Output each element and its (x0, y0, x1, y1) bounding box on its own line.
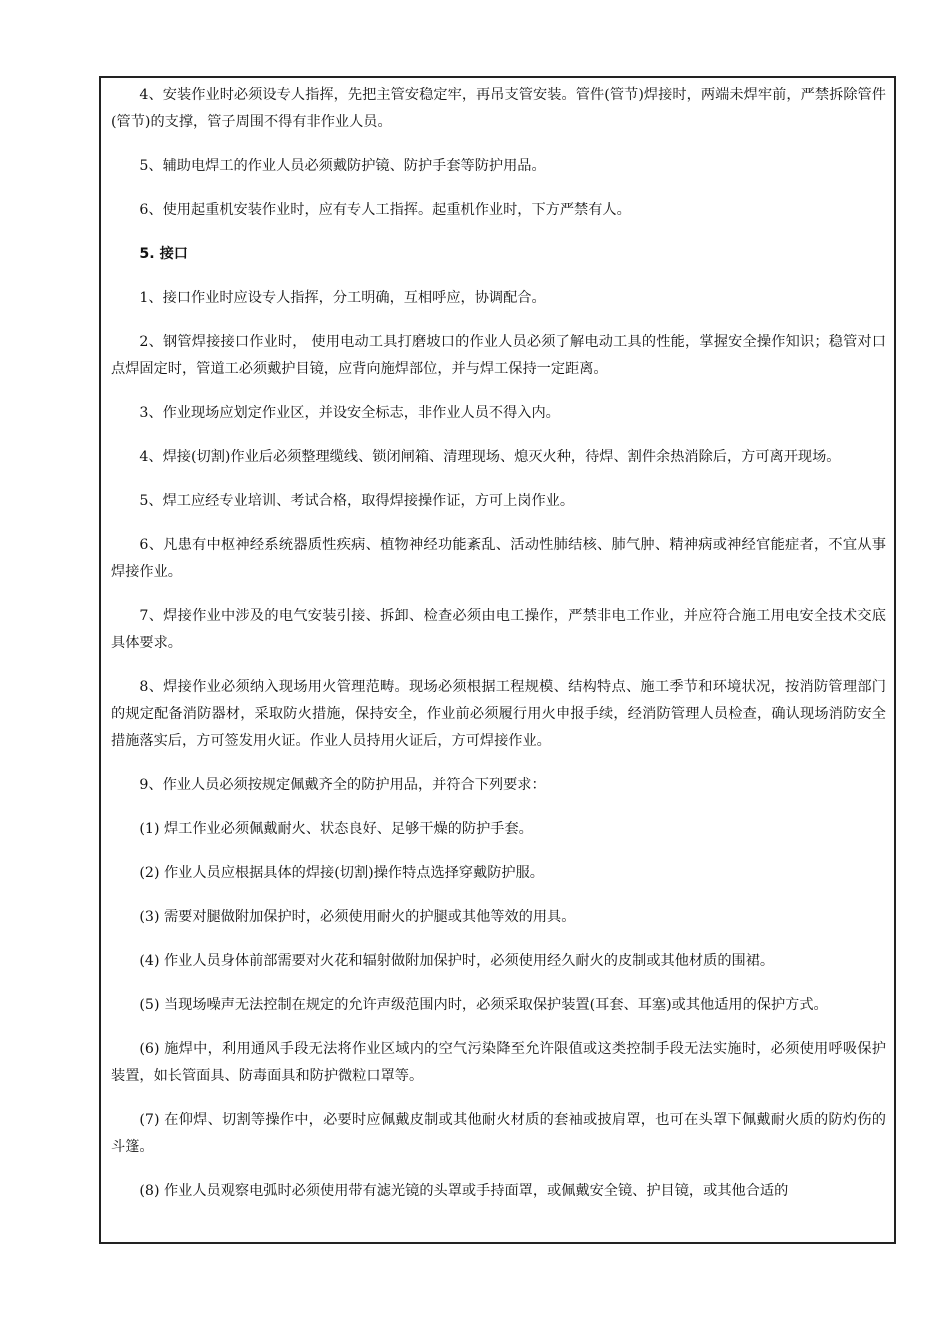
document-body (101, 78, 894, 1205)
list-item: (5) 当现场噪声无法控制在规定的允许声级范围内时，必须采取保护装置(耳套、耳塞)或其他适用的保护方式。 (139, 997, 828, 1013)
paragraph: 3、作业现场应划定作业区，并设安全标志，非作业人员不得入内。 (139, 405, 560, 421)
paragraph: 9、作业人员必须按规定佩戴齐全的防护用品，并符合下列要求： (139, 777, 546, 793)
paragraph: 5、焊工应经专业培训、考试合格，取得焊接操作证，方可上岗作业。 (139, 493, 575, 509)
paragraph: 5、辅助电焊工的作业人员必须戴防护镜、防护手套等防护用品。 (139, 158, 546, 174)
list-item: (1) 焊工作业必须佩戴耐火、状态良好、足够干燥的防护手套。 (139, 821, 533, 837)
paragraph: 6、使用起重机安装作业时，应有专人工指挥。起重机作业时，下方严禁有人。 (139, 202, 631, 218)
list-item: (6) 施焊中，利用通风手段无法将作业区域内的空气污染降至允许限值或这类控制手段无法实施时，必须使用呼吸保护装置，如长管面具、防毒面具和防护微粒口罩等。 (111, 1041, 886, 1084)
paragraph: 7、焊接作业中涉及的电气安装引接、拆卸、检查必须由电工操作，严禁非电工作业，并应符合施工用电安全技术交底具体要求。 (111, 608, 886, 651)
document-table-cell (99, 76, 896, 1244)
list-item: (2) 作业人员应根据具体的焊接(切割)操作特点选择穿戴防护服。 (139, 865, 544, 881)
paragraph: 1、接口作业时应设专人指挥，分工明确，互相呼应，协调配合。 (139, 290, 546, 306)
paragraph: 4、安装作业时必须设专人指挥，先把主管安稳定牢，再吊支管安装。管件(管节)焊接时，两端未焊牢前，严禁拆除管件(管节)的支撑，管子周围不得有非作业人员。 (111, 87, 886, 130)
list-item: (3) 需要对腿做附加保护时，必须使用耐火的护腿或其他等效的用具。 (139, 909, 576, 925)
list-item: (7) 在仰焊、切割等操作中，必要时应佩戴皮制或其他耐火材质的套袖或披肩罩，也可在头罩下佩戴耐火质的防灼伤的斗篷。 (111, 1112, 886, 1155)
paragraph: 6、凡患有中枢神经系统器质性疾病、植物神经功能紊乱、活动性肺结核、肺气肿、精神病或神经官能症者，不宜从事焊接作业。 (111, 537, 886, 580)
paragraph: 2、钢管焊接接口作业时， 使用电动工具打磨坡口的作业人员必须了解电动工具的性能，掌握安全操作知识；稳管对口点焊固定时，管道工必须戴护目镜，应背向施焊部位，并与焊工保持一定距离。 (111, 334, 886, 377)
section-heading: 5. 接口 (139, 246, 188, 262)
list-item: (8) 作业人员观察电弧时必须使用带有滤光镜的头罩或手持面罩，或佩戴安全镜、护目镜，或其他合适的 (139, 1183, 789, 1199)
paragraph: 4、焊接(切割)作业后必须整理缆线、锁闭闸箱、清理现场、熄灭火种，待焊、割件余热消除后，方可离开现场。 (139, 449, 841, 465)
paragraph: 8、焊接作业必须纳入现场用火管理范畴。现场必须根据工程规模、结构特点、施工季节和环境状况，按消防管理部门的规定配备消防器材，采取防火措施，保持安全，作业前必须履行用火申报手续，经消防管理人员检查，确认现场消防安全措施落实后，方可签发用火证。作业人员持用火证后，方可焊接作业。 (111, 679, 886, 749)
list-item: (4) 作业人员身体前部需要对火花和辐射做附加保护时，必须使用经久耐火的皮制或其他材质的围裙。 (139, 953, 775, 969)
